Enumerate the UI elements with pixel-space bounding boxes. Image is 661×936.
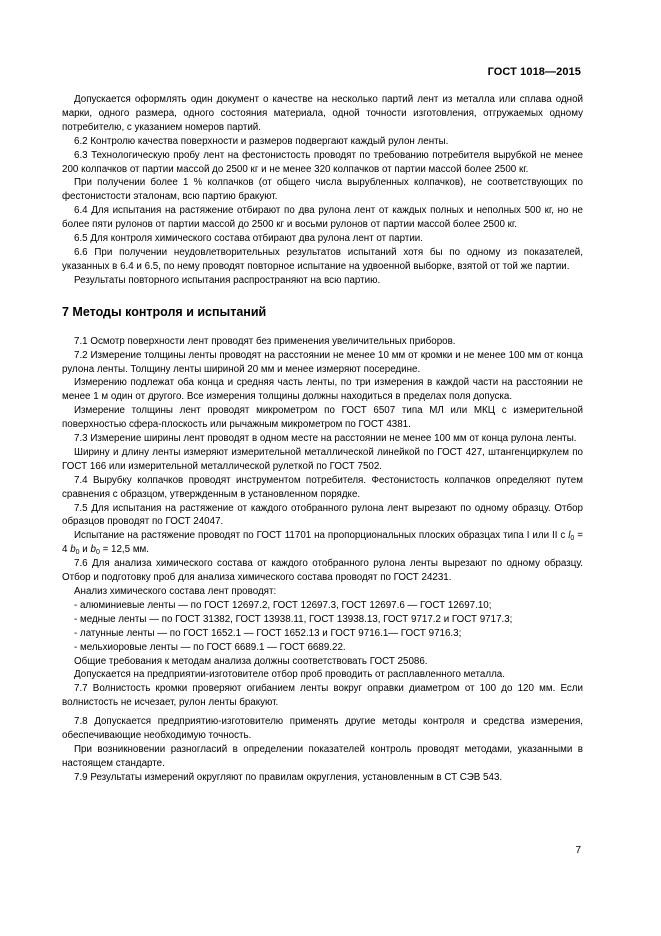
list-item: - алюминиевые ленты — по ГОСТ 12697.2, ГОСТ 12697.3, ГОСТ 12697.6 — ГОСТ 12697.10; [74,599,492,611]
list-item: - медные ленты — по ГОСТ 31382, ГОСТ 13938.11, ГОСТ 13938.13, ГОСТ 9717.2 и ГОСТ 9717.3; [74,613,513,625]
paragraph-7-8: 7.8 Допускается предприятию-изготовителю применять другие методы контроля и средства измерения, обеспечивающие необходимую точность. [62,716,583,742]
document-header: ГОСТ 1018—2015 [487,66,581,78]
paragraph: При получении более 1 % колпачков (от общего числа вырубленных колпачков), не соответствующих по фестонистости эталонам, всю партию бракуют. [62,177,583,203]
paragraph-7-9: 7.9 Результаты измерений округляют по правилам округления, установленным в СТ СЭВ 543. [74,771,503,783]
paragraph-tensile-test [62,529,583,557]
paragraph: Анализ химического состава лент проводят: [74,586,277,597]
subscript-0: 0 [95,549,100,557]
symbol-b: b [70,544,76,556]
list-item: - латунные ленты — по ГОСТ 1652.1 — ГОСТ 1652.13 и ГОСТ 9716.1— ГОСТ 9716.3; [74,627,462,639]
paragraph: Измерению подлежат оба конца и средняя часть ленты, по три измерения в каждой части на расстоянии не менее 1 м один от другого. Все измерения толщины должны находиться в пределах поля допуска. [62,377,583,403]
paragraph-7-1: 7.1 Осмотр поверхности лент проводят без применения увеличительных приборов. [74,335,456,347]
paragraph-7-3: 7.3 Измерение ширины лент проводят в одном месте на расстоянии не менее 100 мм от конца рулона ленты. [74,433,577,445]
symbol-b: b [90,544,96,556]
page-body [62,93,583,785]
paragraph-7-4: 7.4 Вырубку колпачков проводят инструментом потребителя. Фестонистость колпачков определяют путем сравнения с образцом, утвержденным в установленном порядке. [62,474,583,500]
paragraph: Общие требования к методам анализа должны соответствовать ГОСТ 25086. [74,655,428,667]
paragraph-6-3: 6.3 Технологическую пробу лент на фестонистость проводят по требованию потребителя вырубкой не менее 200 колпачков от партии массой до 2500 кг и не менее 320 колпачков от партии массой более 2500 кг. [62,149,583,175]
paragraph-6-2: 6.2 Контролю качества поверхности и размеров подвергают каждый рулон ленты. [74,135,449,147]
paragraph: Измерение толщины лент проводят микрометром по ГОСТ 6507 типа МЛ или МКЦ с измерительной поверхностью сфера-плоскость или рычажным микрометром по ГОСТ 4381. [62,405,583,431]
paragraph: Ширину и длину ленты измеряют измерительной металлической линейкой по ГОСТ 427, штангенциркулем по ГОСТ 166 или измерительной металлической рулеткой по ГОСТ 7502. [62,446,583,472]
formula-eq: = 4 [62,530,583,556]
symbol-l: l [568,530,571,542]
paragraph-7-2: 7.2 Измерение толщины ленты проводят на расстоянии не менее 10 мм от кромки и не менее 100 мм от конца рулона ленты. Толщину ленты шириной 20 мм и менее измеряют посередине. [62,349,583,375]
section-7-heading: 7 Методы контроля и испытаний [62,304,267,319]
paragraph-7-6: 7.6 Для анализа химического состава от каждого отобранного рулона ленты вырезают по одному образцу. Отбор и подготовку проб для анализа химического состава проводят по ГОСТ 24231. [62,558,583,584]
paragraph-6-5: 6.5 Для контроля химического состава отбирают два рулона лент от партии. [74,233,424,245]
paragraph-7-7: 7.7 Волнистость кромки проверяют огибанием ленты вокруг оправки диаметром от 100 до 120 мм. Если волнистость не исчезает, рулон ленты бракуют. [62,683,583,709]
paragraph-6-4: 6.4 Для испытания на растяжение отбирают по два рулона лент от каждых полных и неполных 500 кг, но не более пяти рулонов от партии массой до 2500 кг и восьми рулонов от партии массой более 2500 кг. [62,205,583,231]
paragraph-6-6: 6.6 При получении неудовлетворительных результатов испытаний хотя бы по одному из показателей, указанных в 6.4 и 6.5, по нему проводят повторное испытание на удвоенной выборке, взятой от той же партии. [62,246,583,272]
subscript-0: 0 [75,549,80,557]
paragraph-7-5: 7.5 Для испытания на растяжение от каждого отобранного рулона лент вырезают по одному образцу. Отбор образцов проводят по ГОСТ 24047. [62,502,583,528]
subscript-0: 0 [570,535,575,543]
paragraph-text: Испытание на растяжение проводят по ГОСТ 11701 на пропорциональных плоских образцах типа I или II с [74,530,566,542]
paragraph: Результаты повторного испытания распространяют на всю партию. [74,274,381,286]
formula-value: = 12,5 мм. [102,544,150,556]
paragraph: Допускается оформлять один документ о качестве на несколько партий лент из металла или сплава одной марки, одного размера, одного состояния материала, одной точности изготовления, отгружаемых одному потребителю, с указанием номеров партий. [62,94,583,133]
paragraph: При возникновении разногласий в определении показателей контроль проводят методами, указанными в настоящем стандарте. [62,743,583,769]
paragraph: Допускается на предприятии-изготовителе отбор проб проводить от расплавленного металла. [74,669,505,681]
list-item: - мельхиоровые ленты — по ГОСТ 6689.1 — ГОСТ 6689.22. [74,641,346,653]
formula-and: и [82,544,88,556]
page-number: 7 [575,845,581,856]
